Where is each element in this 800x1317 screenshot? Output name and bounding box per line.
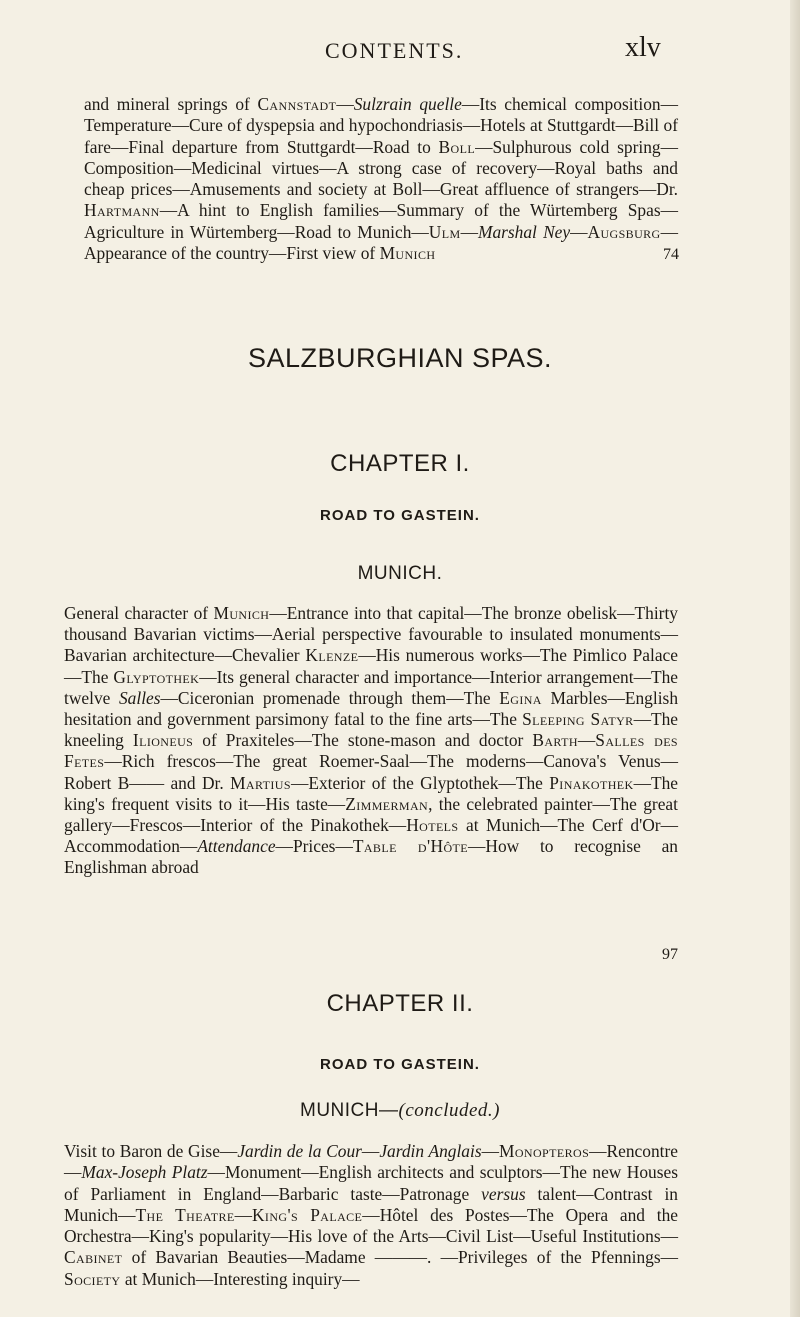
chapter-2-contents: Visit to Baron de Gise—Jardin de la Cour—Jardin Anglais—Monopteros—Rencontre—Max-Joseph Platz—Monument—English architects and sculptors—The new Houses of Parliament in England—Barbaric taste—Patronage versus talent—Contrast in Munich—The Theatre—King's Palace—Hôtel des Postes—The Opera and the Orchestra—King's popularity—His love of the Arts—Civil List—Useful Institutions—Cabinet of Bavarian Beauties—Madame ———. —Privileges of the Pfennings—Society at Munich—Interesting inquiry—: [64, 1141, 678, 1289]
intro-page-ref: 74: [663, 246, 679, 263]
chapter-2-city: [0, 1100, 800, 1122]
chapter-1-city: MUNICH.: [357, 563, 443, 584]
chapter-1-page-ref: 97: [662, 946, 678, 963]
chapter-1-contents: General character of Munich—Entrance into that capital—The bronze obelisk—Thirty thousand Bavarian victims—Aerial perspective favourable to insulated monuments—Bavarian architecture—Chevalier Klenze—His numerous works—The Pimlico Palace—The Glyptothek—Its general character and importance—Interior arrangement—The twelve Salles—Ciceronian promenade through them—The Egina Marbles—English hesitation and government parsimony fatal to the fine arts—The Sleeping Satyr—The kneeling Ilioneus of Praxiteles—The stone-mason and doctor Barth—Salles des Fetes—Rich frescos—The great Roemer-Saal—The moderns—Canova's Venus—Robert B—— and Dr. Martius—Exterior of the Glyptothek—The Pinakothek—The king's frequent visits to it—His taste—Zimmerman, the celebrated painter—The great gallery—Frescos—Interior of the Pinakothek—Hotels at Munich—The Cerf d'Or—Accommodation—Attendance—Prices—Table d'Hôte—How to recognise an Englishman abroad: [64, 603, 679, 878]
chapter-2-subheading: ROAD TO GASTEIN.: [320, 1056, 480, 1073]
chapter-1-heading: CHAPTER I.: [330, 450, 470, 477]
running-head-page-number: xlv: [625, 32, 661, 63]
chapter-2-city-name: MUNICH—: [300, 1100, 399, 1121]
chapter-2-city-note: (concluded.): [398, 1100, 500, 1121]
part-heading: SALZBURGHIAN SPAS.: [247, 343, 553, 373]
chapter-1-subheading: ROAD TO GASTEIN.: [320, 507, 480, 524]
running-head-title: CONTENTS.: [325, 38, 464, 63]
intro-contents-entry: and mineral springs of Cannstadt—Sulzrain quelle—Its chemical composition—Temperature—Cure of dyspepsia and hypochondriasis—Hotels at Stuttgardt—Bill of fare—Final departure from Stuttgardt—Road to Boll—Sulphurous cold spring—Composition—Medicinal virtues—A strong case of recovery—Royal baths and cheap prices—Amusements and society at Boll—Great affluence of strangers—Dr. Hartmann—A hint to English families—Summary of the Würtemberg Spas—Agriculture in Würtemberg—Road to Munich—Ulm—Marshal Ney—Augsburg—Appearance of the country—First view of Munich: [84, 94, 679, 264]
chapter-2-heading: CHAPTER II.: [326, 990, 474, 1017]
running-head: [0, 30, 800, 70]
